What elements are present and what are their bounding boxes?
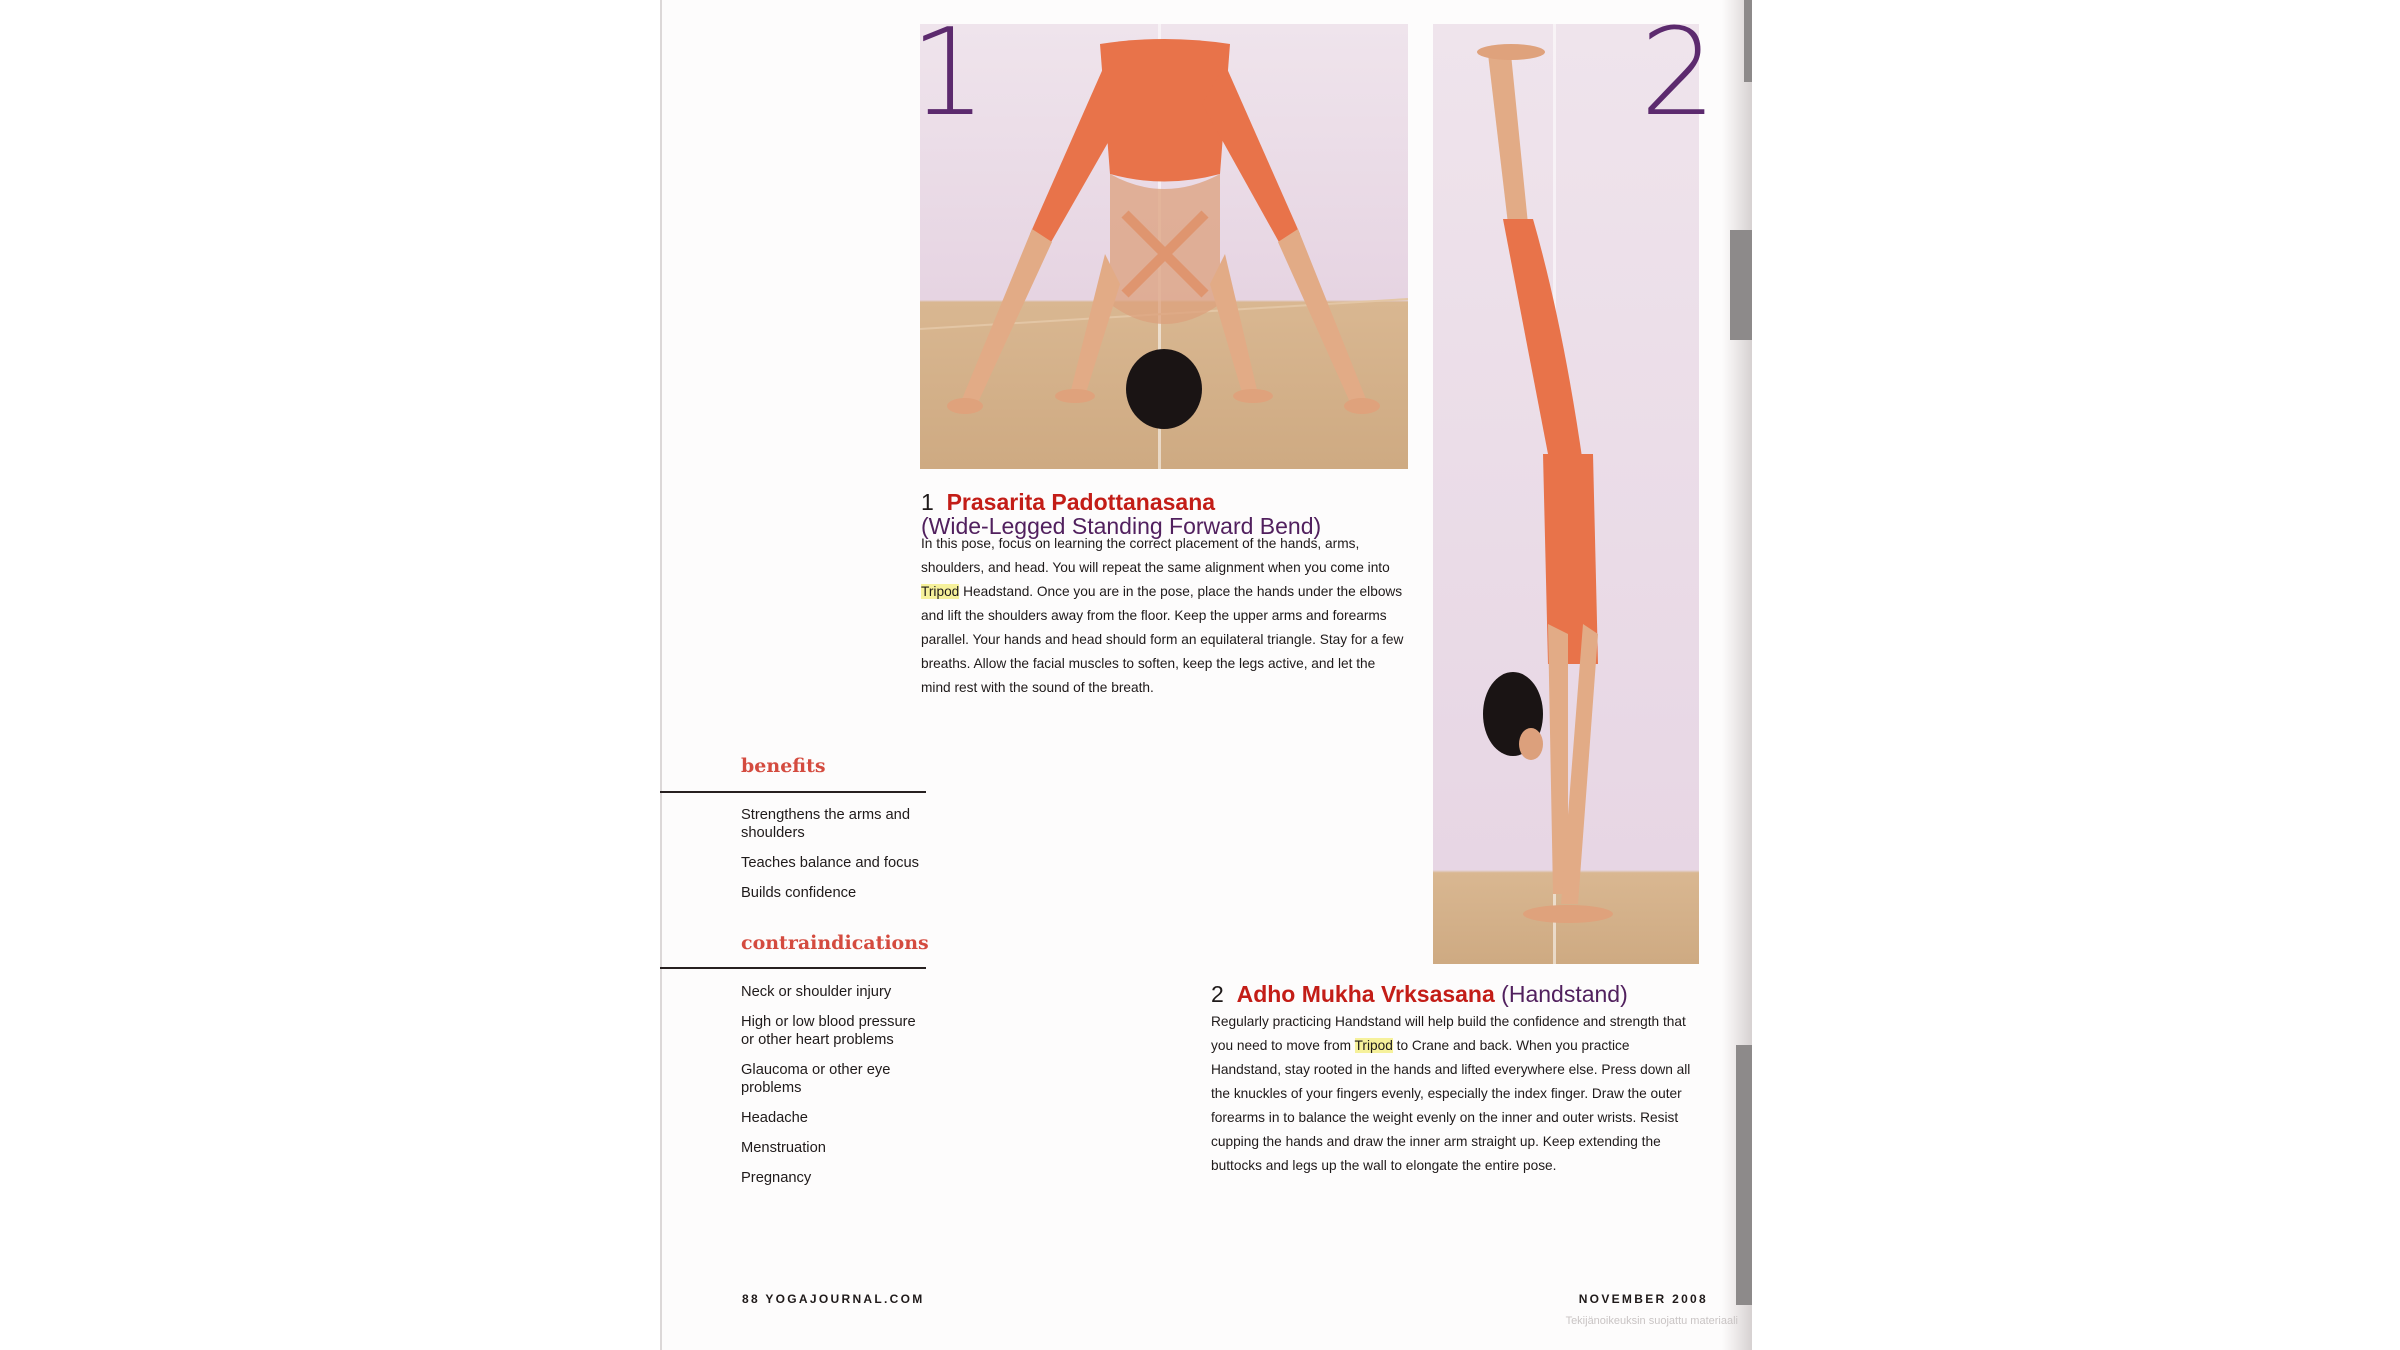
contraindication-item: Pregnancy (741, 1170, 812, 1186)
benefit-item: Builds confidence (741, 885, 857, 901)
benefit-item: Strengthens the arms and shoulders (741, 807, 911, 841)
magazine-page (660, 0, 1752, 1350)
pose-2-highlighted-word: Tripod (1354, 1038, 1393, 1053)
pose-2-description-part: Regularly practicing Handstand will help build the confidence and strength that you need to move from (1211, 1014, 1686, 1053)
contraindications-rule (660, 967, 926, 969)
contraindications-list (741, 983, 931, 1199)
pose-1-title (921, 490, 1421, 538)
pose-1-description (921, 532, 1406, 700)
pose-1-title-number: 1 (921, 489, 934, 515)
benefit-item: Teaches balance and focus (741, 855, 920, 871)
contraindications-heading: contraindications (741, 932, 929, 954)
figure-forward-bend-illustration (920, 24, 1408, 469)
pose-2-title (1211, 982, 1711, 1006)
pose-2-title-number: 2 (1211, 981, 1224, 1007)
contraindication-item: High or low blood pressure or other heart problems (741, 1014, 916, 1048)
pose-1-description-part: Headstand. Once you are in the pose, place the hands under the elbows and lift the shoulders away from the floor. Keep the upper arms and forearms parallel. Your hands and head should form an equilateral triangle. Stay for a few breaths. Allow the facial muscles to soften, keep the legs active, and let the mind rest with the sound of the breath. (921, 584, 1404, 695)
pose-1-large-number: 1 (910, 4, 987, 143)
torn-page-edge (1722, 0, 1752, 1350)
pose-1-sanskrit-name: Prasarita Padottanasana (946, 489, 1216, 515)
page-left-edge (660, 0, 662, 1350)
benefits-heading: benefits (741, 755, 826, 777)
benefits-list (741, 806, 931, 914)
contraindication-item: Neck or shoulder injury (741, 984, 892, 1000)
pose-1-english-name: (Wide-Legged Standing Forward Bend) (921, 513, 1322, 539)
pose-1-highlighted-word: Tripod (921, 584, 960, 599)
folio-right: NOVEMBER 2008 (1578, 1292, 1708, 1306)
pose-2-description-part: to Crane and back. When you practice Handstand, stay rooted in the hands and lifted everywhere else. Press down all the knuckles of your fingers evenly, especially the index finger. Draw the outer forearms in to balance the weight evenly on the inner and outer wrists. Resist cupping the hands and draw the inner arm straight up. Keep extending the buttocks and legs up the wall to elongate the entire pose. (1211, 1038, 1691, 1173)
contraindication-item: Headache (741, 1110, 808, 1126)
pose-2-large-number: 2 (1640, 4, 1717, 143)
folio-left: 88 YOGAJOURNAL.COM (742, 1292, 925, 1306)
contraindication-item: Menstruation (741, 1140, 826, 1156)
photo-handstand (1433, 24, 1699, 964)
pose-2-description (1211, 1010, 1701, 1178)
photo-forward-bend (920, 24, 1408, 469)
figure-handstand-illustration (1433, 24, 1699, 964)
pose-2-english-name: (Handstand) (1501, 981, 1628, 1007)
pose-1-description-part: In this pose, focus on learning the correct placement of the hands, arms, shoulders, and head. You will repeat the same alignment when you come into (921, 536, 1390, 575)
benefits-rule (660, 791, 926, 793)
contraindication-item: Glaucoma or other eye problems (741, 1062, 891, 1096)
copyright-watermark: Tekijänoikeuksin suojattu materiaali (1565, 1315, 1738, 1327)
pose-2-sanskrit-name: Adho Mukha Vrksasana (1236, 981, 1495, 1007)
